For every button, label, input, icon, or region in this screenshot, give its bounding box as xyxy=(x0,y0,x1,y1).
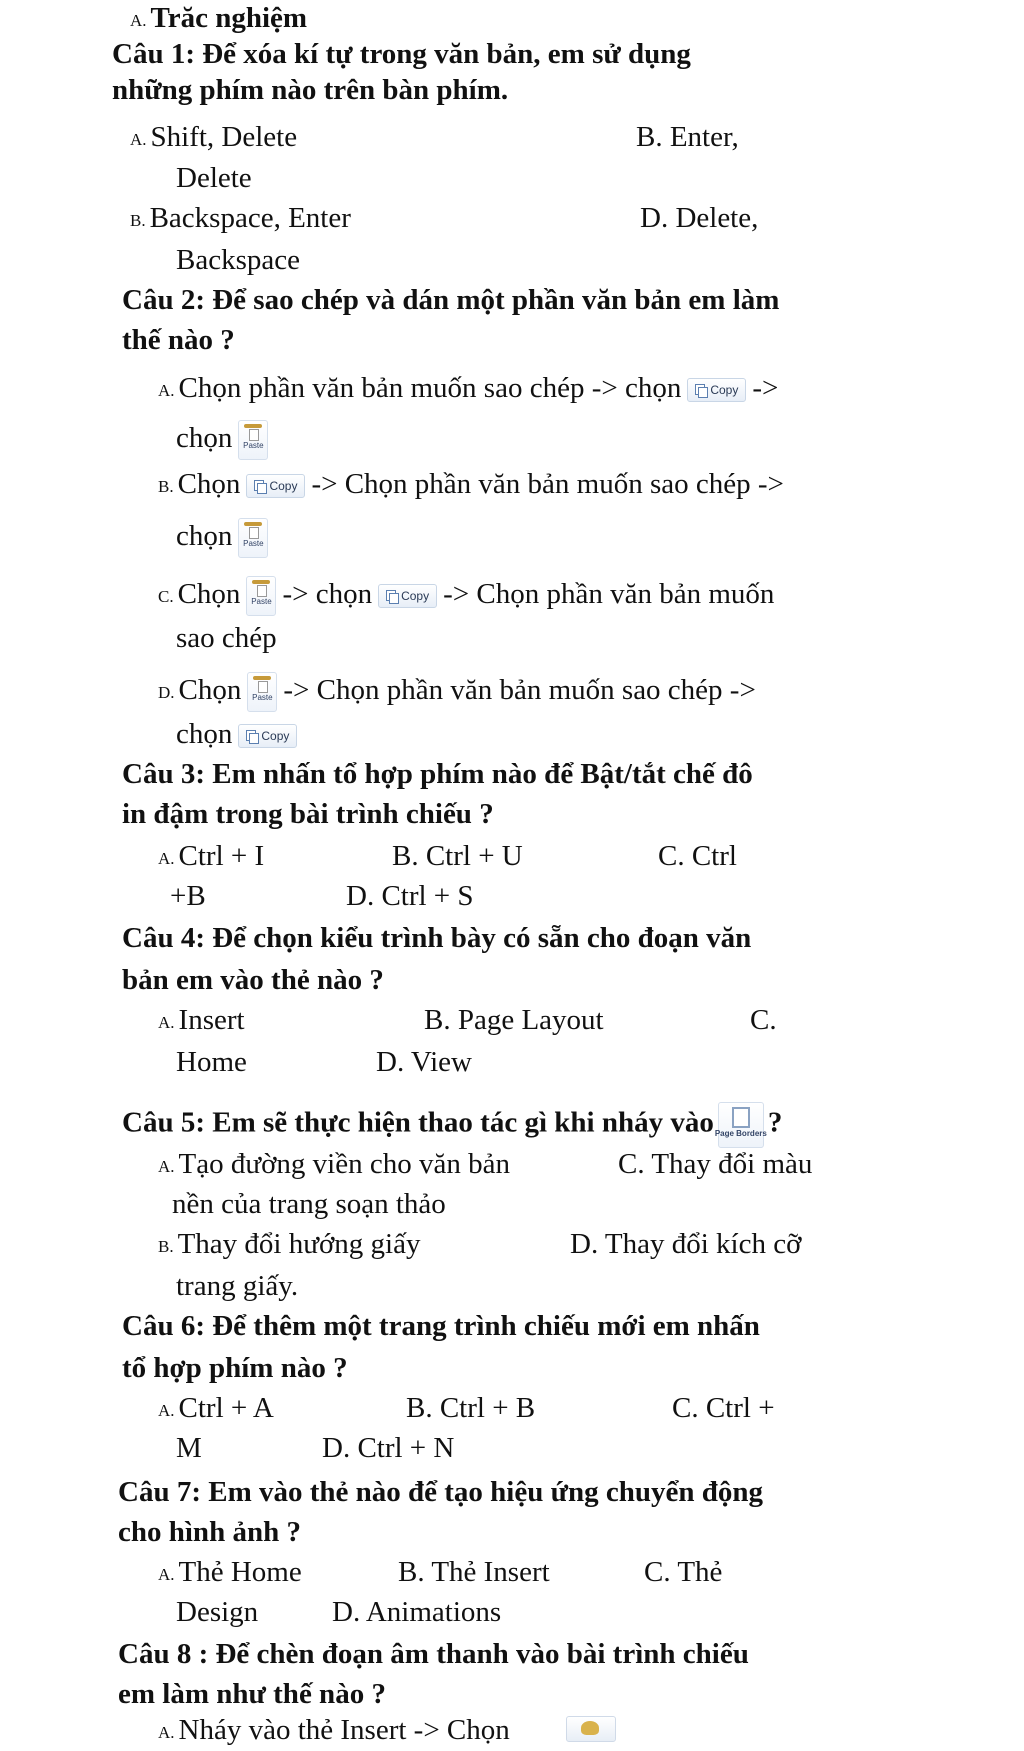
q1-option-d: D. Delete, xyxy=(640,202,759,234)
q5-option-c-cont: nền của trang soạn thảo xyxy=(172,1188,446,1220)
q7-option-d: D. Animations xyxy=(332,1596,502,1628)
q3-option-b: B. Ctrl + U xyxy=(392,840,523,872)
q2-option-b: B. Chọn Copy -> Chọn phần văn bản muốn sao chép -> xyxy=(158,468,784,500)
q1-option-c: B. Backspace, Enter xyxy=(130,202,351,234)
q4-text: Câu 4: Để chọn kiểu trình bày có sẵn cho đoạn văn xyxy=(122,922,752,954)
q2-option-d-cont: chọn Copy xyxy=(176,716,303,752)
q1-option-b-cont: Delete xyxy=(176,162,252,194)
sound-icon xyxy=(566,1716,616,1742)
q1-option-d-cont: Backspace xyxy=(176,244,300,276)
q3-option-c: C. Ctrl xyxy=(658,840,737,872)
copy-icon: Copy xyxy=(687,378,746,402)
q2-option-c-cont: sao chép xyxy=(176,622,277,654)
copy-icon: Copy xyxy=(378,584,437,608)
q6-option-d: D. Ctrl + N xyxy=(322,1432,455,1464)
q6-option-c-cont: M xyxy=(176,1432,202,1464)
q6-option-b: B. Ctrl + B xyxy=(406,1392,536,1424)
q6-option-a: A. Ctrl + A xyxy=(158,1392,274,1424)
q7-option-a: A. Thẻ Home xyxy=(158,1556,302,1588)
paste-icon: Paste xyxy=(238,420,268,460)
q4-text-2: bản em vào thẻ nào ? xyxy=(122,964,384,996)
q7-option-b: B. Thẻ Insert xyxy=(398,1556,550,1588)
q4-option-c: C. xyxy=(750,1004,777,1036)
q3-text-2: in đậm trong bài trình chiếu ? xyxy=(122,798,494,830)
q2-option-a: A. Chọn phần văn bản muốn sao chép -> chọn Copy -> xyxy=(158,372,779,404)
copy-icon: Copy xyxy=(246,474,305,498)
q4-option-c-cont: Home xyxy=(176,1046,247,1078)
q2-option-d: D. Chọn Paste -> Chọn phần văn bản muốn sao chép -> xyxy=(158,672,756,712)
q8-option-a: A. Nháy vào thẻ Insert -> Chọn xyxy=(158,1714,510,1746)
q5-option-b: B. Thay đổi hướng giấy xyxy=(158,1228,421,1260)
q3-option-d: D. Ctrl + S xyxy=(346,880,474,912)
q5-option-c: C. Thay đổi màu xyxy=(618,1148,813,1180)
q2-text: Câu 2: Để sao chép và dán một phần văn bản em làm xyxy=(122,284,780,316)
q4-option-b: B. Page Layout xyxy=(424,1004,604,1036)
q7-option-c: C. Thẻ xyxy=(644,1556,723,1588)
q3-text: Câu 3: Em nhấn tổ hợp phím nào để Bật/tắt chế đô xyxy=(122,758,753,790)
q6-option-c: C. Ctrl + xyxy=(672,1392,775,1424)
q2-option-c: C. Chọn Paste -> chọn Copy -> Chọn phần văn bản muốn xyxy=(158,576,774,616)
q1-option-a: A. Shift, Delete xyxy=(130,121,298,153)
section-title: A. Trăc nghiệm xyxy=(130,2,308,34)
q3-option-c-cont: +B xyxy=(170,880,206,912)
q1-text-2: những phím nào trên bàn phím. xyxy=(112,74,509,106)
q6-text-2: tổ hợp phím nào ? xyxy=(122,1352,348,1384)
q2-option-b-cont: chọn Paste xyxy=(176,518,274,558)
q5-option-a: A. Tạo đường viền cho văn bản xyxy=(158,1148,510,1180)
page-borders-icon: Page Borders xyxy=(718,1102,764,1148)
q5-option-d: D. Thay đổi kích cỡ xyxy=(570,1228,802,1260)
paste-icon: Paste xyxy=(238,518,268,558)
q2-text-2: thế nào ? xyxy=(122,324,235,356)
copy-icon: Copy xyxy=(238,724,297,748)
q2-option-a-cont: chọn Paste xyxy=(176,420,274,460)
q5-text: Câu 5: Em sẽ thực hiện thao tác gì khi nháy vào Page Borders ? xyxy=(122,1102,782,1148)
paste-icon: Paste xyxy=(247,672,277,712)
q4-option-a: A. Insert xyxy=(158,1004,245,1036)
q6-text: Câu 6: Để thêm một trang trình chiếu mới em nhấn xyxy=(122,1310,760,1342)
q1-text: Câu 1: Để xóa kí tự trong văn bản, em sử dụng xyxy=(112,38,691,70)
q8-text: Câu 8 : Để chèn đoạn âm thanh vào bài trình chiếu xyxy=(118,1638,749,1670)
q4-option-d: D. View xyxy=(376,1046,472,1078)
q7-text: Câu 7: Em vào thẻ nào để tạo hiệu ứng chuyển động xyxy=(118,1476,764,1508)
q3-option-a: A. Ctrl + I xyxy=(158,840,265,872)
q8-text-2: em làm như thế nào ? xyxy=(118,1678,386,1710)
q7-option-c-cont: Design xyxy=(176,1596,259,1628)
q1-option-b: B. Enter, xyxy=(636,121,739,153)
q5-option-d-cont: trang giấy. xyxy=(176,1270,299,1302)
paste-icon: Paste xyxy=(246,576,276,616)
q7-text-2: cho hình ảnh ? xyxy=(118,1516,301,1548)
